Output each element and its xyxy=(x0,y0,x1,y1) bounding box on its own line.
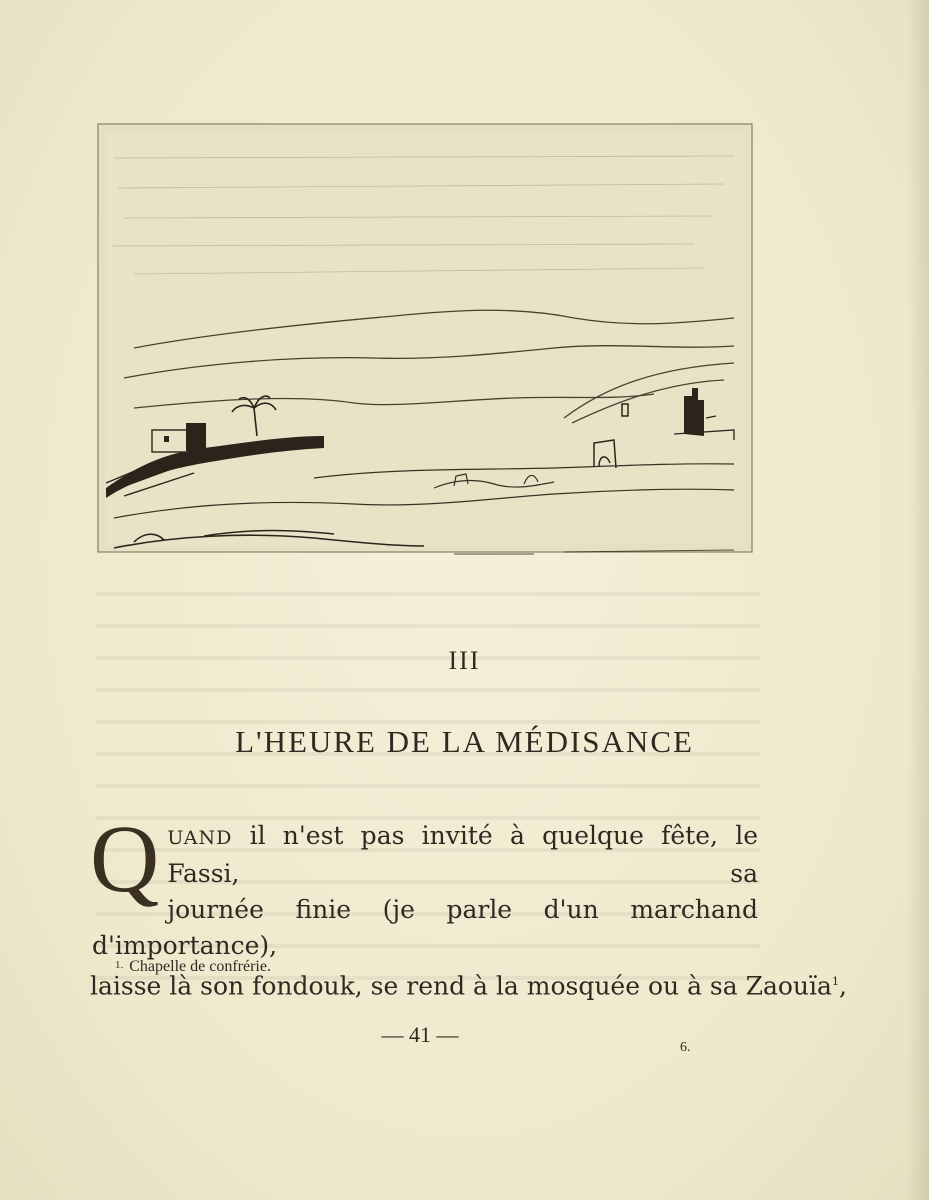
footnote-marker: 1. xyxy=(115,959,124,971)
footnote-text: Chapelle de confrérie. xyxy=(129,958,271,975)
body-line-1 xyxy=(92,818,758,892)
signature-mark: 6. xyxy=(680,1040,691,1055)
landscape-etching-icon xyxy=(94,118,756,558)
body-line-2: journée finie (je parle d'un marchand d'importance), xyxy=(92,895,758,960)
body-line-3-end: , xyxy=(838,971,847,1001)
chapter-number: III xyxy=(448,646,481,675)
drop-cap: Q xyxy=(90,805,160,912)
footnote-reference: 1 xyxy=(831,975,839,988)
chapter-body-text xyxy=(90,805,847,1004)
body-line-1-text: il n'est pas invité à quelque fête, le Fassi, sa xyxy=(167,821,758,888)
page-edge-shadow xyxy=(907,0,929,1200)
page-number: — 41 — xyxy=(381,1022,459,1047)
body-line-3-text: laisse là son fondouk, se rend à la mosquée ou à sa Zaouïa xyxy=(90,971,832,1001)
chapter-title: L'HEURE DE LA MÉDISANCE xyxy=(235,724,694,759)
footnote xyxy=(115,958,271,976)
opening-smallcaps: UAND xyxy=(167,827,233,849)
